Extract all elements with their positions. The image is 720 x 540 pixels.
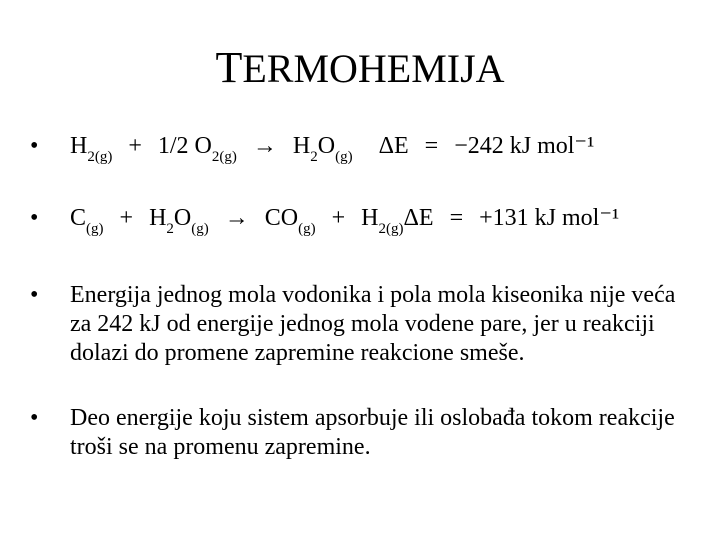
eq1-h2o-h: H [292,133,311,159]
eq2-equals: = [449,205,464,231]
eq1-delta: ΔE [378,133,409,159]
title-first-letter: T [215,43,243,92]
eq1-plus: + [128,133,142,159]
eq2-h2o-o: O [173,205,192,231]
eq1-h: H [70,133,88,159]
eq2-co-sub: (g) [298,221,316,237]
eq2-c-sub: (g) [86,221,104,237]
paragraph-1 [30,281,690,368]
eq1-value: −242 kJ mol⁻¹ [454,133,595,159]
eq1-o-sub: 2(g) [211,149,237,165]
eq2-arrow: → [224,205,249,231]
paragraph-1-text: Energija jednog mola vodonika i pola mola kiseonika nije veća za 242 kJ od energije jednog mola vodene pare, jer u reakciji dolazi do promene zapremine reakcione smeše. [70,282,676,366]
paragraph-2-text: Deo energije koju sistem apsorbuje ili oslobađa tokom reakcije troši se na promenu zapremine. [70,405,675,460]
eq1-equals: = [424,133,439,159]
bullet-marker: • [30,133,39,159]
eq1-half-o: 1/2 O [157,133,212,159]
eq2-c: C [70,205,87,231]
eq1-h2o-o: O [317,133,336,159]
eq2-h: H [361,205,379,231]
eq1-h2o-sub: (g) [335,149,353,165]
eq1-arrow: → [252,133,277,159]
eq2-h-sub: 2(g) [378,221,404,237]
eq2-h2o-2: 2 [166,221,174,237]
eq2-delta: ΔE [403,205,434,231]
eq2-value: +131 kJ mol⁻¹ [479,205,620,231]
page-title [0,44,720,93]
eq2-co: CO [264,205,299,231]
eq1-h2o-2: 2 [310,149,318,165]
eq1-h-sub: 2(g) [87,149,113,165]
bullet-marker: • [30,205,39,231]
eq2-h2o-sub: (g) [191,221,209,237]
eq2-plus-1: + [119,205,134,231]
eq2-plus-2: + [331,205,346,231]
eq2-h2o-h: H [149,205,167,231]
paragraph-2 [30,404,690,462]
bullet-marker: • [30,405,39,431]
bullet-marker: • [30,282,39,308]
title-rest: ERMOHEMIJA [242,46,505,91]
